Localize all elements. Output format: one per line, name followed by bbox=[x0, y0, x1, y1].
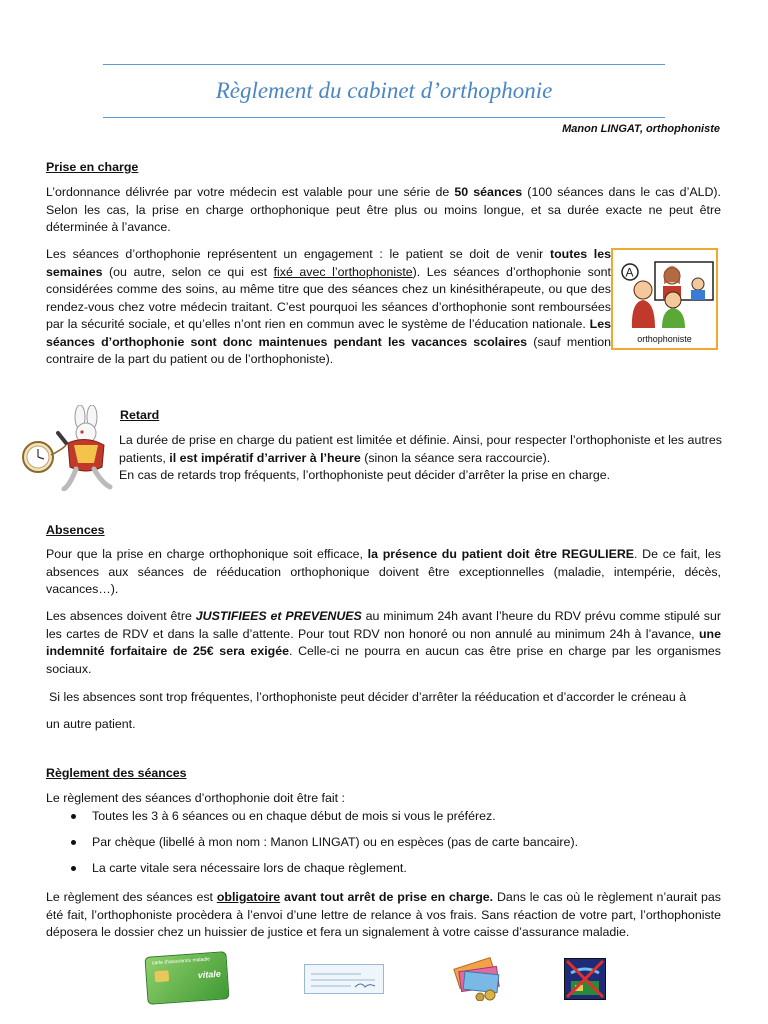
paragraph-ordonnance: L’ordonnance délivrée par votre médecin est valable pour une série de 50 séances (100 séances dans le cas d’ALD). Selon les cas, la prise en charge orthophonique peut être plus ou moins longue, et sa durée exacte ne peut être déterminée à l’avance. bbox=[46, 185, 721, 234]
crossed-card-icon bbox=[565, 959, 605, 999]
paragraph-absences-frequentes: Si les absences sont trop fréquentes, l’orthophoniste peut décider d’arrêter la rééducation et d’accorder le créneau à un autre patient. bbox=[46, 690, 687, 731]
section-prise-en-charge bbox=[46, 184, 721, 237]
paragraph-absences-presence: Pour que la prise en charge orthophonique soit efficace, la présence du patient doit être REGULIERE. De ce fait, les absences aux séances de rééducation orthophonique doivent être exceptionnelles (maladie, intempérie, décès, vacances…). bbox=[46, 547, 721, 596]
reglement-intro: Le règlement des séances d’orthophonie doit être fait : bbox=[46, 791, 345, 805]
heading-retard: Retard bbox=[120, 408, 160, 422]
section-retard bbox=[119, 432, 722, 485]
svg-text:A: A bbox=[625, 265, 634, 280]
white-rabbit-image bbox=[18, 405, 118, 491]
bullet-icon bbox=[71, 840, 76, 845]
paragraph-engagement: Les séances d’orthophonie représentent un engagement : le patient se doit de venir toutes les semaines (ou autre, selon ce qui est fixé avec l’orthophoniste). Les séances d’orthophonie sont considérées comme des soins, au même titre que des séances chez un kinésithérapeute, ou que des rendez-vous chez votre médecin traitant. C’est pourquoi les séances d’orthophonie sont remboursées par la sécurité sociale, et qu’elles n’ont rien en commun avec le système de l’éducation nationale. Les séances d’orthophonie sont donc maintenues pendant les vacances scolaires (sauf mention contraire de la part du patient ou de l’orthophoniste). bbox=[46, 247, 612, 366]
carte-vitale-label: vitale bbox=[197, 968, 222, 981]
paragraph-absences-justifiees: Les absences doivent être JUSTIFIEES et PREVENUES au minimum 24h avant l’heure du RDV prévu comme stipulé sur les cartes de RDV et dans la salle d’attente. Pour tout RDV non honoré ou non annulé au minimum 24h à l’avance, une indemnité forfaitaire de 25€ sera exigée. Celle-ci ne pourra en aucun cas être prise en charge par les organismes sociaux. bbox=[46, 609, 721, 676]
paragraph-retard-consequence: En cas de retards trop fréquents, l’orthophoniste peut décider d’arrêter la prise en charge. bbox=[119, 468, 611, 482]
orthophoniste-illustration bbox=[613, 250, 716, 328]
no-bank-card-icon bbox=[564, 958, 606, 1000]
picto-label: orthophoniste bbox=[637, 334, 692, 344]
author: Manon LINGAT, orthophoniste bbox=[562, 123, 720, 135]
rabbit-illustration bbox=[18, 405, 118, 491]
header-rule-bottom bbox=[103, 117, 665, 118]
header-rule-top bbox=[103, 64, 665, 65]
carte-vitale-caption: carte d'assurance maladie bbox=[151, 956, 211, 967]
bullet-icon bbox=[71, 866, 76, 871]
cheque-image bbox=[304, 964, 384, 994]
cheque-lines bbox=[305, 965, 383, 993]
reglement-bullet-list bbox=[45, 808, 725, 886]
orthophoniste-pictogram bbox=[611, 248, 718, 350]
bullet-icon bbox=[71, 814, 76, 819]
chip-icon bbox=[154, 970, 169, 982]
list-item: Par chèque (libellé à mon nom : Manon LINGAT) ou en espèces (pas de carte bancaire). bbox=[45, 834, 725, 860]
paragraph-retard: La durée de prise en charge du patient est limitée et définie. Ainsi, pour respecter l’orthophoniste et les autres patients, il est impératif d’arriver à l’heure (sinon la séance sera raccourcie). bbox=[119, 433, 722, 465]
carte-vitale-image bbox=[144, 951, 229, 1005]
list-item: La carte vitale sera nécessaire lors de chaque règlement. bbox=[45, 860, 725, 886]
banknotes-coins bbox=[452, 957, 504, 1001]
heading-reglement: Règlement des séances bbox=[46, 766, 187, 780]
heading-absences: Absences bbox=[46, 523, 105, 537]
heading-prise-en-charge: Prise en charge bbox=[46, 160, 139, 174]
paragraph-reglement-obligatoire: Le règlement des séances est obligatoire avant tout arrêt de prise en charge. Dans le cas où le règlement n’aurait pas été fait, l’orthophoniste procèdera à l’envoi d’une lettre de relance à vos frais. Sans réaction de votre part, l’orthophoniste déposera le dossier chez un huissier de justice et fera un signalement à votre caisse d’assurance maladie. bbox=[46, 890, 721, 939]
page-title: Règlement du cabinet d’orthophonie bbox=[215, 78, 553, 103]
list-item: Toutes les 3 à 6 séances ou en chaque début de mois si vous le préférez. bbox=[45, 808, 725, 834]
euro-cash-image bbox=[452, 957, 504, 1001]
